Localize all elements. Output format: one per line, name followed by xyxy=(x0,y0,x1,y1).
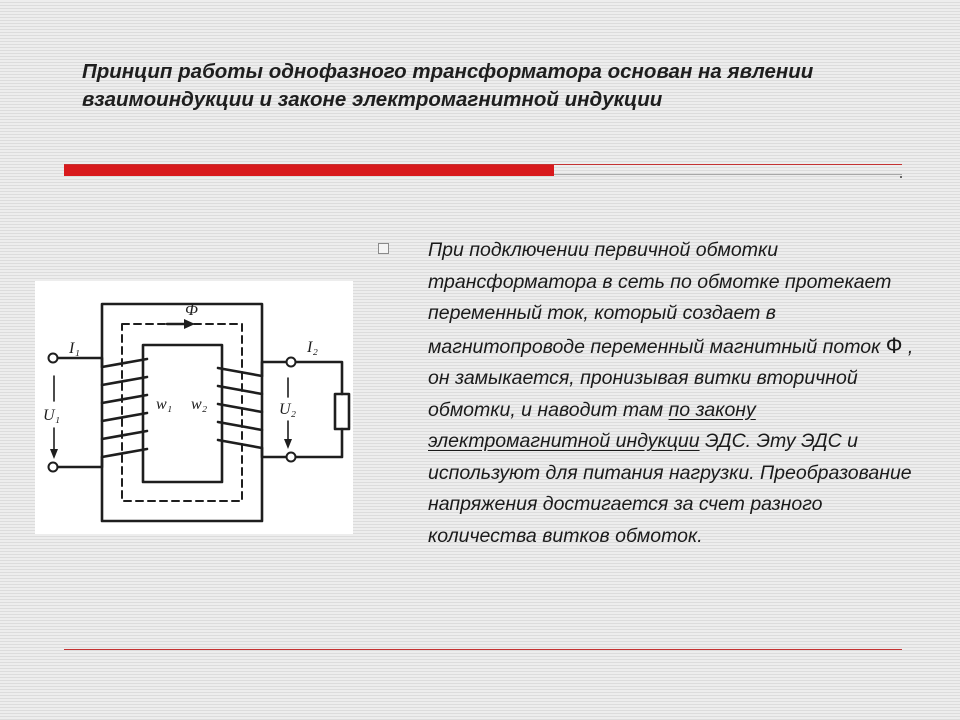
u2-arrow-head xyxy=(284,439,292,449)
flux-label: Ф xyxy=(185,302,198,319)
transformer-diagram xyxy=(35,281,353,534)
load-wire-bottom xyxy=(295,429,342,457)
u1-arrow-head xyxy=(50,449,58,459)
divider-dot xyxy=(900,176,902,178)
current-secondary-label: I₂ xyxy=(307,339,318,356)
title-divider-under xyxy=(554,174,902,175)
load-wire-top xyxy=(295,362,342,394)
bullet-text-part-3: ЭДС. Эту ЭДС и используют для питания нагрузки. Преобразование напряжения достигается за счет разного количества витков обмоток. xyxy=(428,430,912,547)
voltage-secondary-label: U₂ xyxy=(279,401,297,418)
turns-primary-label: w₁ xyxy=(156,396,173,413)
induction-law-link[interactable]: по закону электромагнитной индукции xyxy=(428,398,756,452)
primary-terminal-bottom xyxy=(49,463,58,472)
title-divider-accent xyxy=(64,165,554,176)
voltage-primary-label: U₁ xyxy=(43,407,61,424)
slide-title: Принцип работы однофазного трансформатора основан на явлении взаимоиндукции и законе электромагнитной индукции xyxy=(82,60,814,111)
flux-symbol: Ф xyxy=(885,332,903,358)
secondary-terminal-bottom xyxy=(287,453,296,462)
secondary-terminal-top xyxy=(287,358,296,367)
flux-path xyxy=(122,324,242,501)
bullet-text-part-2: , он замыкается, пронизывая витки вторичной обмотки, и наводит там xyxy=(428,335,914,421)
load-resistor xyxy=(335,394,349,429)
bullet-text xyxy=(428,235,918,552)
bottom-divider xyxy=(64,649,902,650)
transformer-schematic xyxy=(35,281,353,534)
core-outer xyxy=(102,304,262,521)
primary-terminal-top xyxy=(49,354,58,363)
core-window xyxy=(143,345,222,482)
turns-secondary-label: w₂ xyxy=(191,396,208,413)
bullet-square-icon xyxy=(378,243,389,254)
bullet-text-part-1: При подключении первичной обмотки трансформатора в сеть по обмотке протекает переменный ток, который создает в магнитопроводе переменный магнитный поток xyxy=(428,239,892,358)
flux-arrow-head xyxy=(184,319,195,329)
current-primary-label: I₁ xyxy=(69,340,80,357)
